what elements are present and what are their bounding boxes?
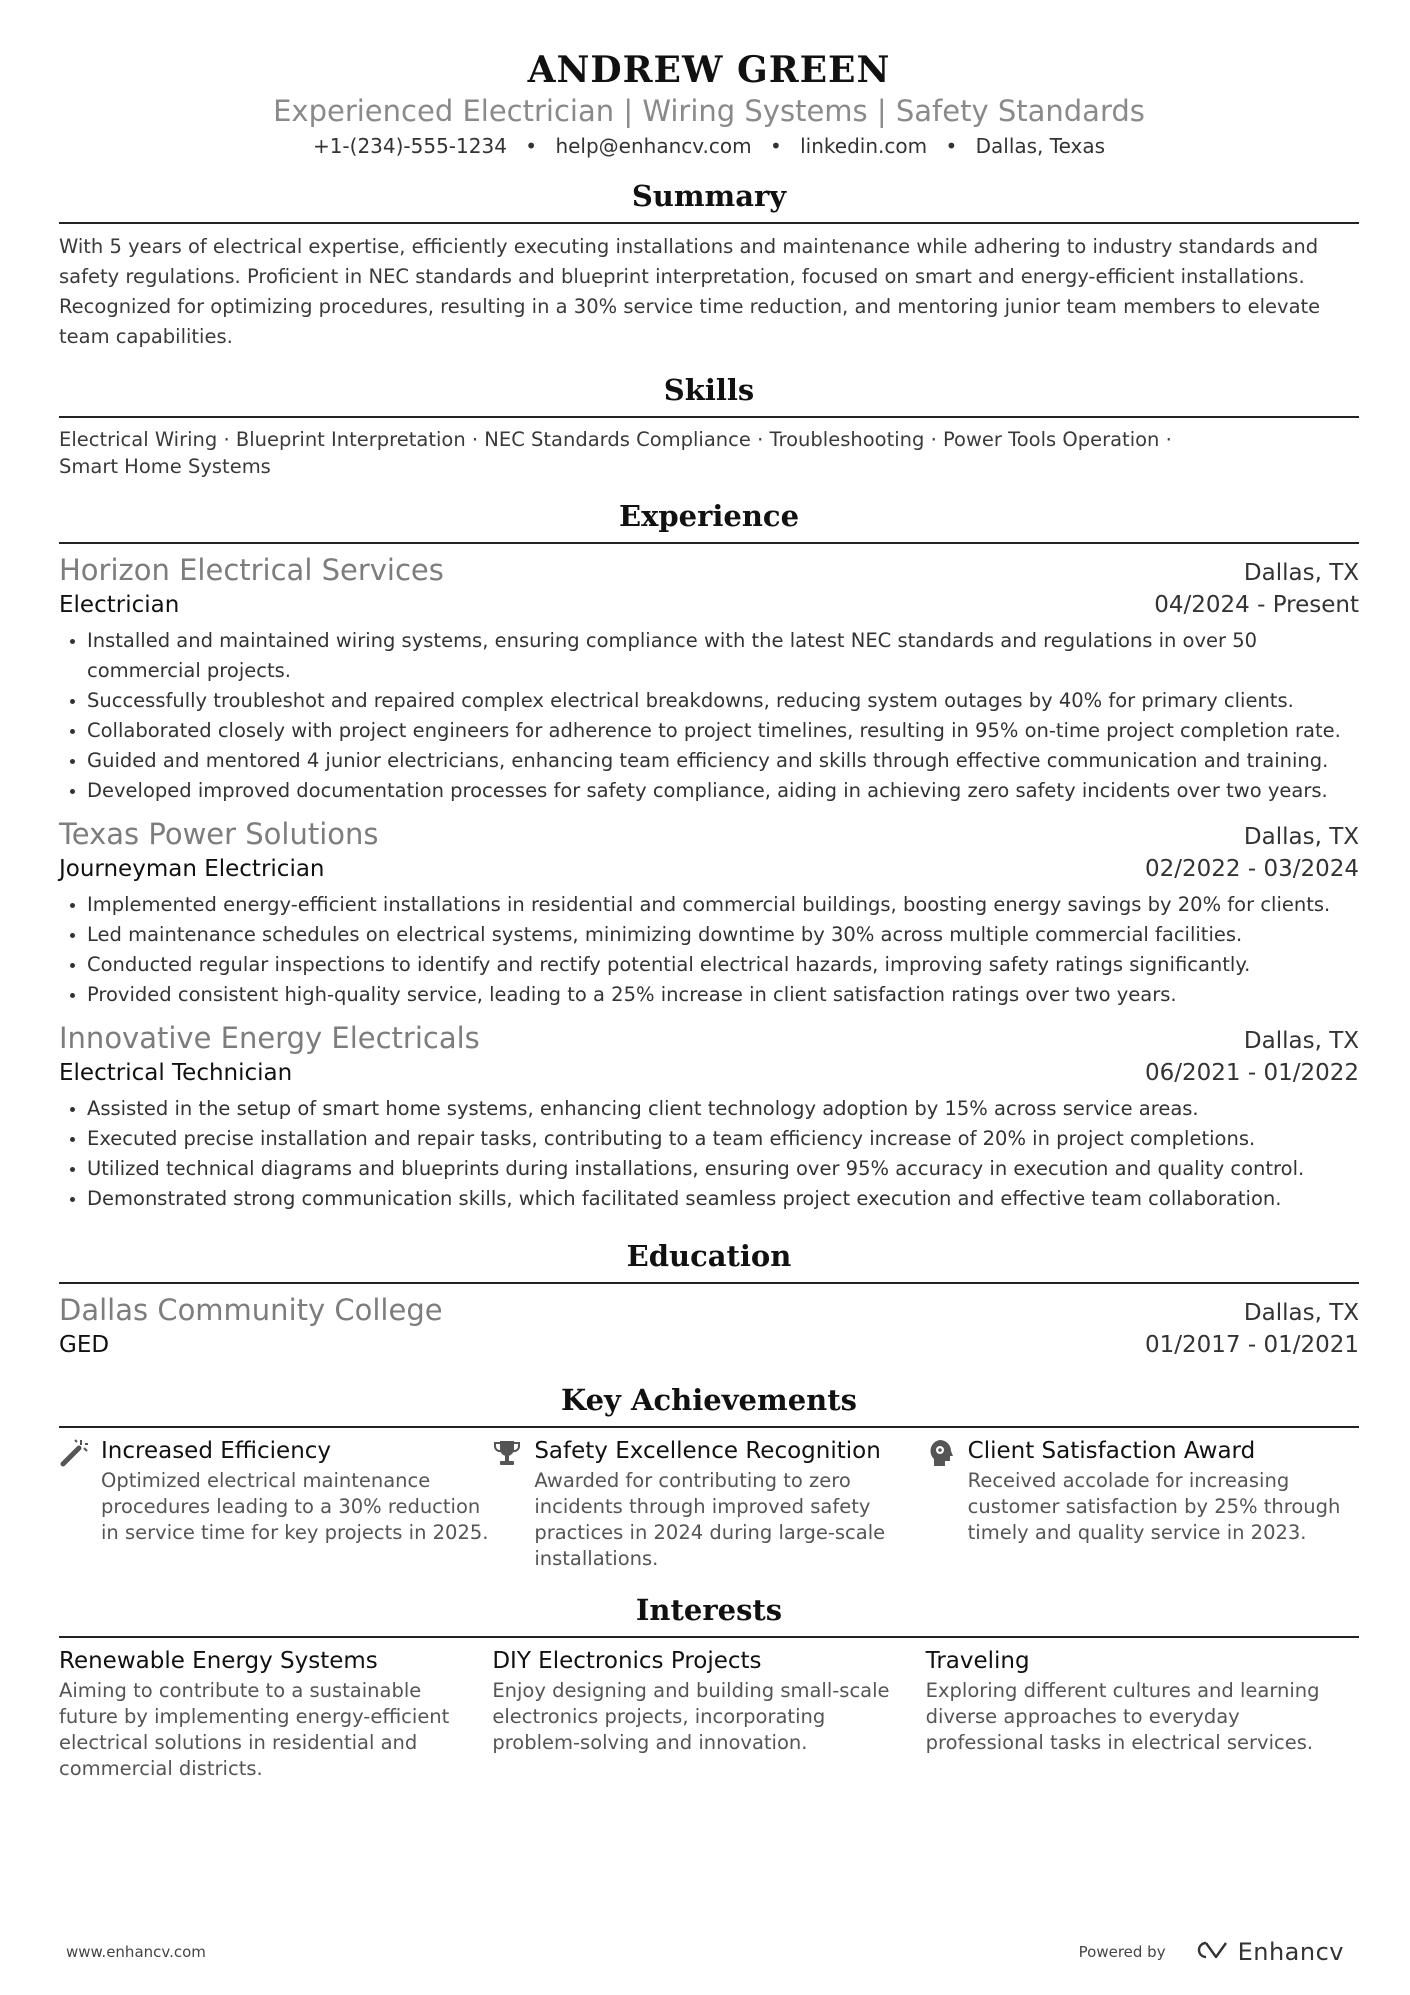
- bullet: • Assisted in the setup of smart home systems, enhancing client technology adoption by 15% across service areas.: [87, 1094, 1359, 1124]
- section-title: Experience: [59, 498, 1359, 544]
- phone[interactable]: +1-(234)-555-1234: [312, 134, 507, 158]
- achievements-section: [59, 1382, 1359, 1572]
- contact-line: [59, 132, 1359, 160]
- skills-line: Smart Home Systems: [59, 455, 271, 478]
- section-title: Interests: [59, 1592, 1359, 1638]
- experience-section: [59, 498, 1359, 1214]
- education-dates: 01/2017 - 01/2021: [1144, 1332, 1359, 1358]
- job-entry: [59, 1020, 1359, 1214]
- head-brain-icon: [926, 1434, 968, 1572]
- job-bullets: [59, 890, 1359, 1010]
- school-name: Dallas Community College: [59, 1293, 443, 1327]
- bullet: • Successfully troubleshot and repaired complex electrical breakdowns, reducing system outages by 40% for primary clients.: [87, 686, 1359, 716]
- skills-line: Electrical Wiring · Blueprint Interpretation · NEC Standards Compliance · Troubleshooting · Power Tools Operation ·: [59, 428, 1172, 451]
- company-name: Innovative Energy Electricals: [59, 1021, 480, 1055]
- job-entry: [59, 816, 1359, 1010]
- job-role: Electrician: [59, 592, 180, 618]
- bullet: • Implemented energy-efficient installations in residential and commercial buildings, boosting energy savings by 20% for clients.: [87, 890, 1359, 920]
- section-title: Skills: [59, 372, 1359, 418]
- achievement-item: [59, 1434, 492, 1572]
- bullet: • Provided consistent high-quality service, leading to a 25% increase in client satisfaction ratings over two years.: [87, 980, 1359, 1010]
- summary-text: With 5 years of electrical expertise, efficiently executing installations and maintenance while adhering to industry standards and safety regulations. Proficient in NEC standards and blueprint interpretation, focused on smart and energy-efficient installations. Recognized for optimizing procedures, resulting in a 30% service time reduction, and mentoring junior team members to elevate team capabilities.: [59, 235, 1321, 348]
- company-name: Horizon Electrical Services: [59, 553, 444, 587]
- achievement-desc: Awarded for contributing to zero incidents through improved safety practices in 2024 during large-scale installations.: [534, 1469, 886, 1570]
- resume-header: [59, 48, 1359, 160]
- job-bullets: [59, 1094, 1359, 1214]
- bullet: • Guided and mentored 4 junior electricians, enhancing team efficiency and skills through effective communication and training.: [87, 746, 1359, 776]
- interest-title: Renewable Energy Systems: [59, 1648, 378, 1674]
- education-entry: [59, 1292, 1359, 1362]
- email[interactable]: help@enhancv.com: [555, 134, 752, 158]
- achievement-item: [492, 1434, 925, 1572]
- bullet: • Installed and maintained wiring systems, ensuring compliance with the latest NEC standards and regulations in over 50 commercial projects.: [87, 626, 1359, 686]
- resume-page: [59, 48, 1359, 1782]
- interest-desc: Enjoy designing and building small-scale electronics projects, incorporating problem-solving and innovation.: [492, 1679, 890, 1754]
- magic-wand-icon: [59, 1434, 101, 1572]
- job-dates: 02/2022 - 03/2024: [1144, 856, 1359, 882]
- separator: •: [945, 134, 958, 158]
- education-section: [59, 1238, 1359, 1362]
- section-title: Education: [59, 1238, 1359, 1284]
- bullet: • Developed improved documentation processes for safety compliance, aiding in achieving zero safety incidents over two years.: [87, 776, 1359, 806]
- school-location: Dallas, TX: [1243, 1300, 1359, 1326]
- job-dates: 06/2021 - 01/2022: [1144, 1060, 1359, 1086]
- job-location: Dallas, TX: [1243, 560, 1359, 586]
- achievement-title: Client Satisfaction Award: [967, 1438, 1256, 1464]
- achievement-item: [926, 1434, 1359, 1572]
- job-role: Journeyman Electrician: [59, 856, 325, 882]
- interest-title: Traveling: [925, 1648, 1030, 1674]
- bullet: • Utilized technical diagrams and blueprints during installations, ensuring over 95% accuracy in execution and quality control.: [87, 1154, 1359, 1184]
- location: Dallas, Texas: [975, 134, 1106, 158]
- summary-section: [59, 178, 1359, 352]
- separator: •: [769, 134, 782, 158]
- separator: •: [525, 134, 538, 158]
- enhancv-logo-icon: [1192, 1939, 1232, 1965]
- skills-section: [59, 372, 1359, 480]
- page-footer: [66, 1938, 1344, 1966]
- job-location: Dallas, TX: [1243, 1028, 1359, 1054]
- achievement-title: Safety Excellence Recognition: [534, 1438, 881, 1464]
- interest-item: [492, 1644, 925, 1782]
- footer-url[interactable]: www.enhancv.com: [66, 1943, 206, 1961]
- brand-name[interactable]: Enhancv: [1237, 1938, 1344, 1966]
- bullet: • Demonstrated strong communication skills, which facilitated seamless project execution and effective team collaboration.: [87, 1184, 1359, 1214]
- interest-item: [926, 1644, 1359, 1782]
- interests-grid: [59, 1644, 1359, 1782]
- job-bullets: [59, 626, 1359, 806]
- degree: GED: [59, 1332, 110, 1358]
- linkedin-link[interactable]: linkedin.com: [800, 134, 928, 158]
- achievement-desc: Received accolade for increasing customer satisfaction by 25% through timely and quality service in 2023.: [967, 1469, 1341, 1544]
- section-title: Key Achievements: [59, 1382, 1359, 1428]
- bullet: • Executed precise installation and repair tasks, contributing to a team efficiency increase of 20% in project completions.: [87, 1124, 1359, 1154]
- achievements-grid: [59, 1434, 1359, 1572]
- interest-desc: Aiming to contribute to a sustainable future by implementing energy-efficient electrical solutions in residential and commercial districts.: [59, 1679, 450, 1780]
- candidate-tagline: Experienced Electrician | Wiring Systems | Safety Standards: [273, 94, 1145, 128]
- interest-desc: Exploring different cultures and learning diverse approaches to everyday professional tasks in electrical services.: [925, 1679, 1320, 1754]
- job-location: Dallas, TX: [1243, 824, 1359, 850]
- job-role: Electrical Technician: [59, 1060, 293, 1086]
- skills-list: [59, 426, 1359, 480]
- job-entry: [59, 552, 1359, 806]
- interest-item: [59, 1644, 492, 1782]
- interests-section: [59, 1592, 1359, 1782]
- candidate-name: ANDREW GREEN: [527, 49, 891, 91]
- bullet: • Collaborated closely with project engineers for adherence to project timelines, resulting in 95% on-time project completion rate.: [87, 716, 1359, 746]
- powered-by: [1079, 1938, 1344, 1966]
- achievement-title: Increased Efficiency: [101, 1438, 332, 1464]
- section-title: Summary: [59, 178, 1359, 224]
- bullet: • Led maintenance schedules on electrical systems, minimizing downtime by 30% across multiple commercial facilities.: [87, 920, 1359, 950]
- powered-by-label: Powered by: [1078, 1943, 1166, 1961]
- interest-title: DIY Electronics Projects: [492, 1648, 762, 1674]
- bullet: • Conducted regular inspections to identify and rectify potential electrical hazards, improving safety ratings significantly.: [87, 950, 1359, 980]
- trophy-icon: [492, 1434, 534, 1572]
- achievement-desc: Optimized electrical maintenance procedures leading to a 30% reduction in service time for key projects in 2025.: [101, 1469, 489, 1544]
- company-name: Texas Power Solutions: [59, 817, 379, 851]
- job-dates: 04/2024 - Present: [1154, 592, 1359, 618]
